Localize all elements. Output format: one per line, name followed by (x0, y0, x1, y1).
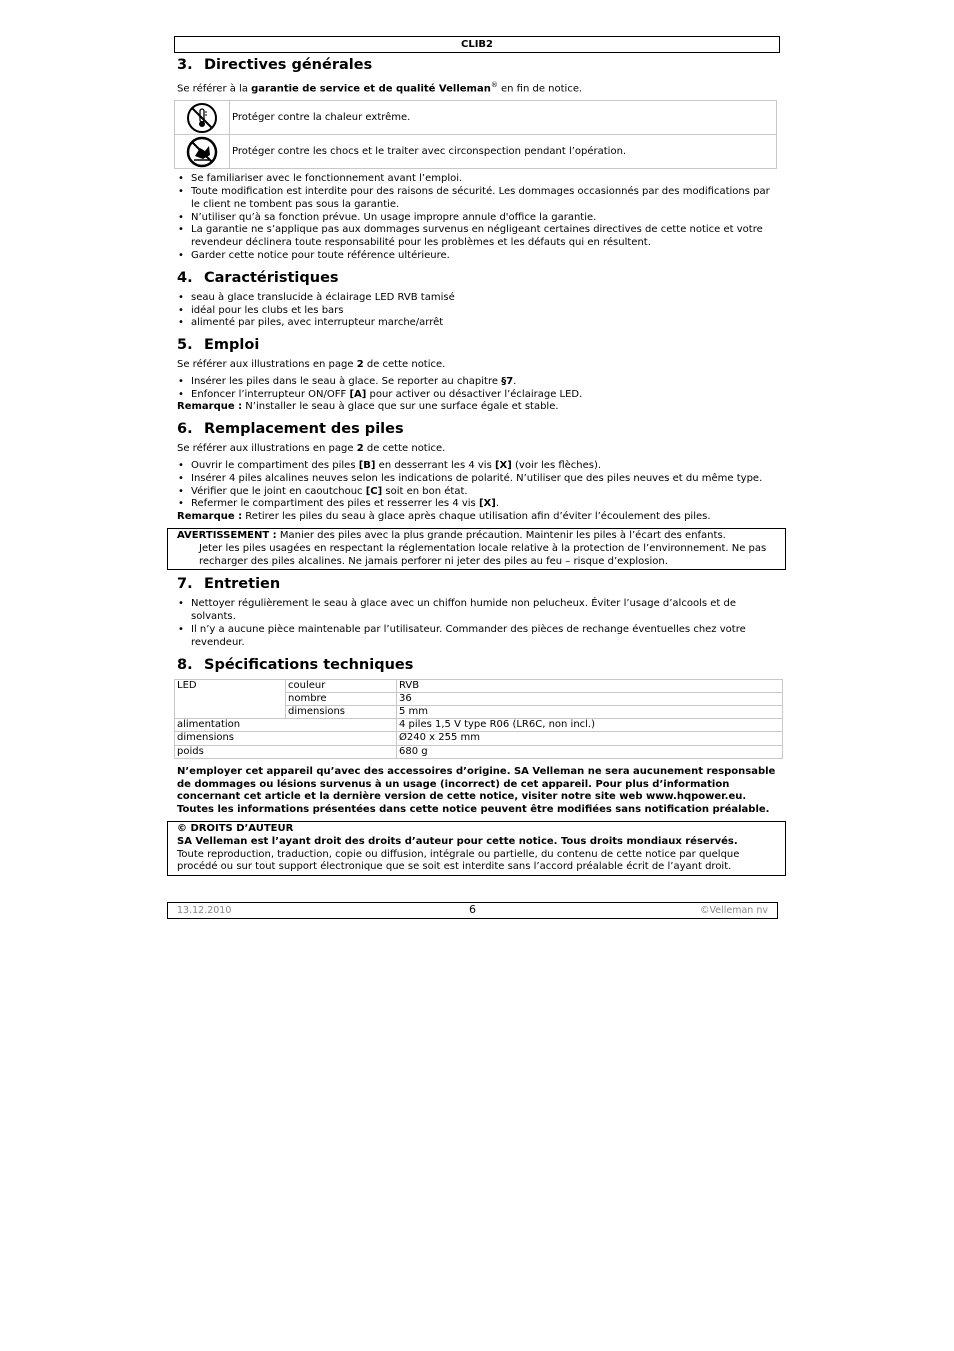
spec-table (174, 679, 783, 759)
spec-label: dimensions (175, 732, 397, 745)
warning-line-2: Jeter les piles usagées en respectant la réglementation locale relative à la protection de l’environnement. Ne pas recharger des piles alcalines. Ne jamais perforer ni jeter des piles au feu – risque d’explosion. (199, 542, 767, 567)
table-row (175, 745, 783, 758)
no-shock-icon (186, 136, 218, 168)
table-row (175, 679, 783, 692)
safety-icon-table (174, 100, 777, 169)
icon-cell (175, 135, 230, 169)
list-item: • Refermer le compartiment des piles et resserrer les 4 vis [X]. (191, 498, 780, 511)
warning-line-1: AVERTISSEMENT : Manier des piles avec la plus grande précaution. Maintenir les piles à l’écart des enfants. (177, 530, 726, 542)
battery-warning-box (167, 528, 786, 570)
footer (167, 902, 778, 919)
copyright-line-1: SA Velleman est l’ayant droit des droits d’auteur pour cette notice. Tous droits mondiaux réservés. (177, 835, 738, 847)
list-item: • Enfoncer l’interrupteur ON/OFF [A] pour activer ou désactiver l’éclairage LED. (191, 389, 780, 402)
section-5-heading: 5. Emploi (177, 337, 260, 354)
list-item: • Ouvrir le compartiment des piles [B] en desserrant les 4 vis [X] (voir les flèches). (191, 460, 780, 473)
footer-company: ©Velleman nv (700, 905, 768, 916)
spec-value: 4 piles 1,5 V type R06 (LR6C, non incl.) (397, 719, 783, 732)
list-item: • Se familiariser avec le fonctionnement avant l’emploi. (191, 173, 780, 186)
spec-value: RVB (397, 679, 783, 692)
icon-text-cell: Protéger contre les chocs et le traiter avec circonspection pendant l’opération. (230, 135, 777, 169)
spec-value: 680 g (397, 745, 783, 758)
spec-sub-label: couleur (286, 679, 397, 692)
table-row (175, 732, 783, 745)
section-5-remark: Remarque : N’installer le seau à glace que sur une surface égale et stable. (177, 401, 559, 413)
section-3-heading: 3. Directives générales (177, 57, 373, 73)
list-item: • Insérer 4 piles alcalines neuves selon les indications de polarité. N’utiliser que des piles neuves et du même type. (191, 473, 780, 486)
list-item: • N’utiliser qu’à sa fonction prévue. Un usage impropre annule d'office la garantie. (191, 212, 780, 225)
footer-date: 13.12.2010 (177, 905, 232, 916)
accessories-notice: N’employer cet appareil qu’avec des accessoires d’origine. SA Velleman ne sera aucunement responsable de dommages ou lésions survenus à un usage (incorrect) de cet appareil. Pour plus d’information concernant cet article et la dernière version de cette notice, visiter notre site web www.hqpower.eu. Toutes les informations présentées dans cette notice peuvent être modifiées sans notification préalable. (177, 765, 776, 816)
table-row (175, 101, 777, 135)
header-model: CLIB2 (460, 39, 493, 50)
list-item: • Garder cette notice pour toute référence ultérieure. (191, 250, 780, 263)
list-item: • Insérer les piles dans le seau à glace. Se reporter au chapitre §7. (191, 376, 780, 389)
section-6-list (177, 460, 780, 511)
spec-label: LED (175, 679, 286, 719)
spec-label: poids (175, 745, 397, 758)
spec-label: alimentation (175, 719, 397, 732)
thermometer-no-heat-icon (186, 102, 218, 134)
list-item: • Toute modification est interdite pour des raisons de sécurité. Les dommages occasionnés par des modifications par le client ne tombent pas sous la garantie. (191, 186, 780, 212)
header-model-box (174, 36, 780, 53)
list-item: • seau à glace translucide à éclairage LED RVB tamisé (191, 292, 780, 305)
list-item: • Il n’y a aucune pièce maintenable par l’utilisateur. Commander des pièces de rechange éventuelles chez votre revendeur. (191, 624, 780, 650)
section-7-list (177, 598, 780, 649)
section-4-list (177, 292, 780, 330)
spec-sub-label: dimensions (286, 706, 397, 719)
spec-value: 36 (397, 692, 783, 705)
spec-value: Ø240 x 255 mm (397, 732, 783, 745)
section-4-heading: 4. Caractéristiques (177, 269, 339, 286)
section-3-intro: Se référer à la garantie de service et de qualité Velleman® en fin de notice. (177, 81, 583, 95)
copyright-line-2: Toute reproduction, traduction, copie ou diffusion, intégrale ou partielle, du contenu de cette notice par quelque procédé ou sur tout support électronique que se soit est interdite sans l’accord préalable écrit de l’ayant droit. (177, 848, 740, 873)
section-6-remark: Remarque : Retirer les piles du seau à glace après chaque utilisation afin d’éviter l’écoulement des piles. (177, 511, 711, 523)
list-item: • idéal pour les clubs et les bars (191, 305, 780, 318)
icon-text-cell: Protéger contre la chaleur extrême. (230, 101, 777, 135)
section-6-intro: Se référer aux illustrations en page 2 de cette notice. (177, 443, 446, 455)
section-5-intro: Se référer aux illustrations en page 2 de cette notice. (177, 359, 446, 371)
list-item: • Nettoyer régulièrement le seau à glace avec un chiffon humide non pelucheux. Éviter l’usage d’alcools et de solvants. (191, 598, 780, 624)
copyright-box (167, 821, 786, 876)
content (177, 52, 780, 876)
copyright-title: © DROITS D’AUTEUR (177, 823, 294, 835)
list-item: • alimenté par piles, avec interrupteur marche/arrêt (191, 317, 780, 330)
section-6-heading: 6. Remplacement des piles (177, 421, 404, 438)
spec-value: 5 mm (397, 706, 783, 719)
icon-cell (175, 101, 230, 135)
list-item: • La garantie ne s’applique pas aux dommages survenus en négligeant certaines directives de cette notice et votre revendeur déclinera toute responsabilité pour les problèmes et les défauts qui en résultent. (191, 224, 780, 250)
list-item: • Vérifier que le joint en caoutchouc [C] soit en bon état. (191, 486, 780, 499)
spec-sub-label: nombre (286, 692, 397, 705)
section-8-heading: 8. Spécifications techniques (177, 656, 414, 673)
section-7-heading: 7. Entretien (177, 576, 281, 593)
section-3-list (177, 173, 780, 263)
section-5-list (177, 376, 780, 402)
table-row (175, 135, 777, 169)
page-number: 6 (469, 903, 476, 916)
table-row (175, 719, 783, 732)
